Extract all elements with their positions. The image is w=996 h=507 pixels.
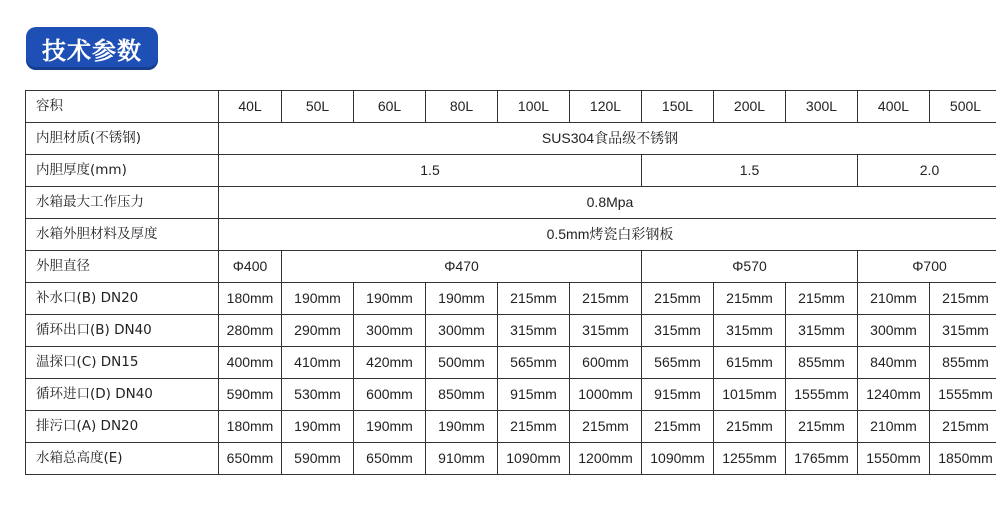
row-label: 循环出口(B) DN40: [26, 315, 219, 347]
dimension-value-cell: 300mm: [858, 315, 930, 347]
capacity-header-cell: 80L: [426, 91, 498, 123]
row-label: 水箱外胆材料及厚度: [26, 219, 219, 251]
dimension-value-cell: 615mm: [714, 347, 786, 379]
dimension-value-cell: 210mm: [858, 283, 930, 315]
row-label: 外胆直径: [26, 251, 219, 283]
dimension-value-cell: 1200mm: [570, 443, 642, 475]
spec-value-cell: 0.5mm烤瓷白彩钢板: [219, 219, 996, 251]
dimension-value-cell: 410mm: [282, 347, 354, 379]
dimension-value-cell: 315mm: [786, 315, 858, 347]
dimension-value-cell: 180mm: [219, 283, 282, 315]
dimension-value-cell: 215mm: [498, 411, 570, 443]
dimension-value-cell: 180mm: [219, 411, 282, 443]
dimension-value-cell: 215mm: [930, 283, 996, 315]
dimension-value-cell: 215mm: [642, 283, 714, 315]
dimension-value-cell: 1090mm: [498, 443, 570, 475]
row-label: 水箱总高度(E): [26, 443, 219, 475]
capacity-header-cell: 60L: [354, 91, 426, 123]
dimension-value-cell: 1240mm: [858, 379, 930, 411]
table-row: [26, 219, 996, 251]
dimension-value-cell: 910mm: [426, 443, 498, 475]
dimension-value-cell: 215mm: [642, 411, 714, 443]
dimension-value-cell: 280mm: [219, 315, 282, 347]
capacity-header-cell: 120L: [570, 91, 642, 123]
capacity-header-cell: 50L: [282, 91, 354, 123]
dimension-value-cell: 530mm: [282, 379, 354, 411]
row-label: 补水口(B) DN20: [26, 283, 219, 315]
dimension-value-cell: 565mm: [642, 347, 714, 379]
table-row: [26, 379, 996, 411]
spec-value-cell: Φ700: [858, 251, 996, 283]
dimension-value-cell: 1555mm: [930, 379, 996, 411]
spec-value-cell: 1.5: [219, 155, 642, 187]
dimension-value-cell: 300mm: [426, 315, 498, 347]
table-row: [26, 123, 996, 155]
section-title: 技术参数: [26, 27, 158, 70]
row-label: 温探口(C) DN15: [26, 347, 219, 379]
dimension-value-cell: 565mm: [498, 347, 570, 379]
dimension-value-cell: 500mm: [426, 347, 498, 379]
spec-value-cell: Φ570: [642, 251, 858, 283]
table-row: [26, 315, 996, 347]
table-row: [26, 411, 996, 443]
dimension-value-cell: 1000mm: [570, 379, 642, 411]
dimension-value-cell: 650mm: [354, 443, 426, 475]
dimension-value-cell: 290mm: [282, 315, 354, 347]
dimension-value-cell: 190mm: [282, 283, 354, 315]
dimension-value-cell: 915mm: [498, 379, 570, 411]
dimension-value-cell: 840mm: [858, 347, 930, 379]
dimension-value-cell: 300mm: [354, 315, 426, 347]
dimension-value-cell: 600mm: [570, 347, 642, 379]
dimension-value-cell: 1255mm: [714, 443, 786, 475]
table-row: [26, 283, 996, 315]
dimension-value-cell: 590mm: [282, 443, 354, 475]
spec-value-cell: Φ470: [282, 251, 642, 283]
dimension-value-cell: 215mm: [786, 411, 858, 443]
row-label: 排污口(A) DN20: [26, 411, 219, 443]
spec-value-cell: Φ400: [219, 251, 282, 283]
dimension-value-cell: 1015mm: [714, 379, 786, 411]
dimension-value-cell: 1765mm: [786, 443, 858, 475]
row-label: 内胆厚度(mm): [26, 155, 219, 187]
capacity-header-cell: 150L: [642, 91, 714, 123]
row-label: 循环进口(D) DN40: [26, 379, 219, 411]
dimension-value-cell: 215mm: [930, 411, 996, 443]
dimension-value-cell: 1090mm: [642, 443, 714, 475]
dimension-value-cell: 1550mm: [858, 443, 930, 475]
spec-value-cell: 0.8Mpa: [219, 187, 996, 219]
spec-value-cell: SUS304食品级不锈钢: [219, 123, 996, 155]
table-row: [26, 251, 996, 283]
spec-table-body: [26, 91, 996, 475]
spec-table: [25, 90, 996, 475]
dimension-value-cell: 190mm: [354, 283, 426, 315]
dimension-value-cell: 855mm: [930, 347, 996, 379]
dimension-value-cell: 215mm: [714, 283, 786, 315]
dimension-value-cell: 915mm: [642, 379, 714, 411]
dimension-value-cell: 1555mm: [786, 379, 858, 411]
dimension-value-cell: 400mm: [219, 347, 282, 379]
dimension-value-cell: 1850mm: [930, 443, 996, 475]
capacity-header-cell: 500L: [930, 91, 996, 123]
spec-value-cell: 2.0: [858, 155, 996, 187]
dimension-value-cell: 600mm: [354, 379, 426, 411]
capacity-header-cell: 40L: [219, 91, 282, 123]
header-row: [26, 91, 996, 123]
capacity-header-cell: 400L: [858, 91, 930, 123]
capacity-header-cell: 100L: [498, 91, 570, 123]
dimension-value-cell: 215mm: [786, 283, 858, 315]
dimension-value-cell: 850mm: [426, 379, 498, 411]
dimension-value-cell: 190mm: [282, 411, 354, 443]
row-label: 容积: [26, 91, 219, 123]
table-row: [26, 347, 996, 379]
dimension-value-cell: 650mm: [219, 443, 282, 475]
row-label: 水箱最大工作压力: [26, 187, 219, 219]
table-row: [26, 155, 996, 187]
capacity-header-cell: 300L: [786, 91, 858, 123]
spec-value-cell: 1.5: [642, 155, 858, 187]
dimension-value-cell: 315mm: [930, 315, 996, 347]
dimension-value-cell: 210mm: [858, 411, 930, 443]
dimension-value-cell: 215mm: [498, 283, 570, 315]
table-row: [26, 187, 996, 219]
dimension-value-cell: 590mm: [219, 379, 282, 411]
dimension-value-cell: 215mm: [570, 283, 642, 315]
row-label: 内胆材质(不锈钢): [26, 123, 219, 155]
dimension-value-cell: 190mm: [354, 411, 426, 443]
dimension-value-cell: 315mm: [570, 315, 642, 347]
table-row: [26, 443, 996, 475]
dimension-value-cell: 855mm: [786, 347, 858, 379]
dimension-value-cell: 190mm: [426, 283, 498, 315]
dimension-value-cell: 215mm: [714, 411, 786, 443]
dimension-value-cell: 190mm: [426, 411, 498, 443]
dimension-value-cell: 215mm: [570, 411, 642, 443]
dimension-value-cell: 315mm: [498, 315, 570, 347]
dimension-value-cell: 315mm: [714, 315, 786, 347]
dimension-value-cell: 315mm: [642, 315, 714, 347]
capacity-header-cell: 200L: [714, 91, 786, 123]
dimension-value-cell: 420mm: [354, 347, 426, 379]
